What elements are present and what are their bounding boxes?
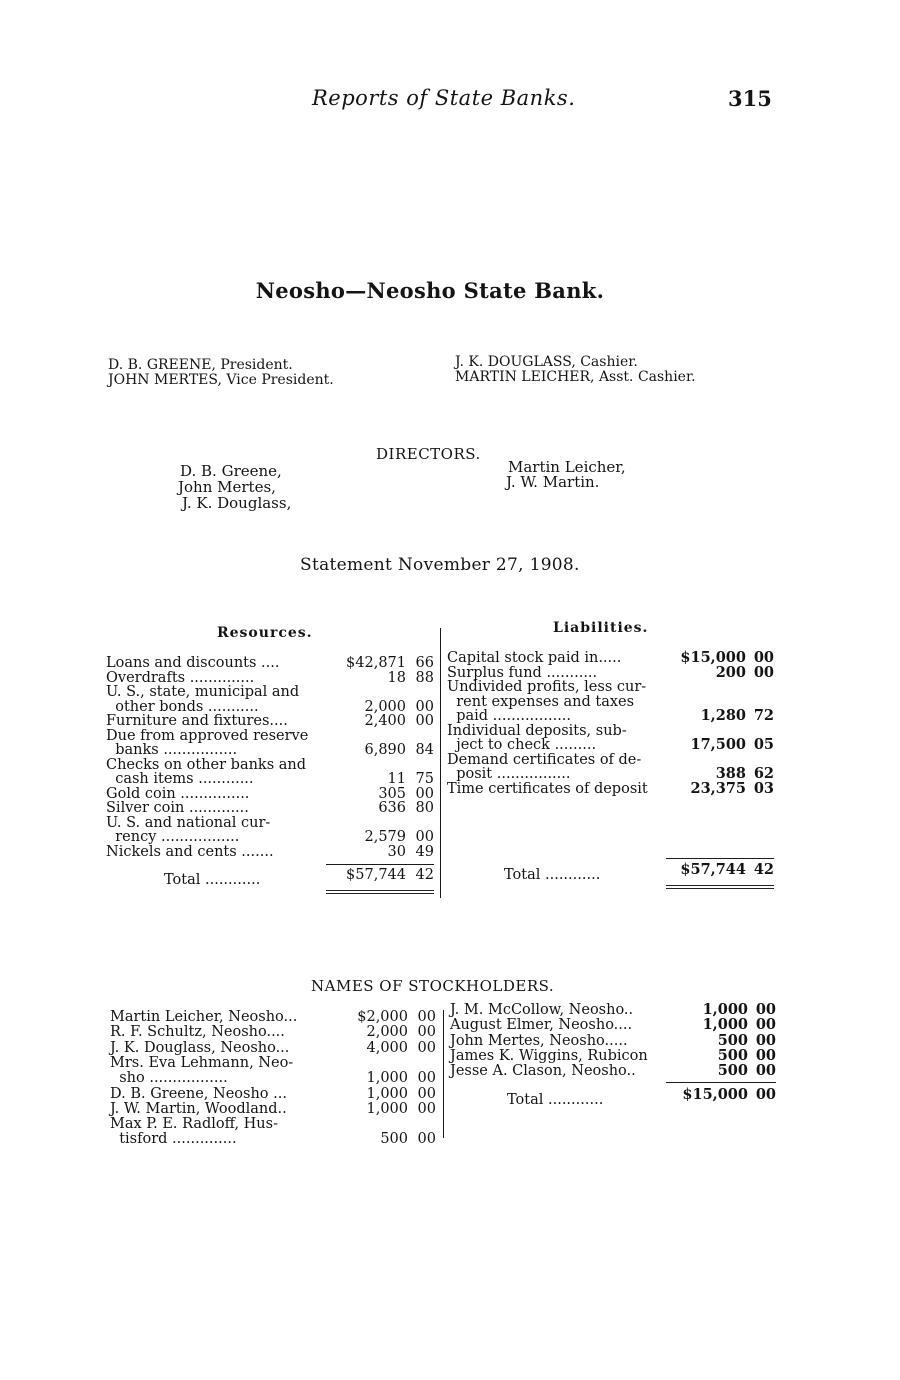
resources-total-amount bbox=[326, 868, 434, 883]
liability-row-label: paid ................. bbox=[447, 708, 572, 724]
double-rule bbox=[326, 890, 434, 894]
director-name: Martin Leicher, bbox=[508, 458, 626, 476]
resource-row-dollars: 18 bbox=[387, 669, 406, 686]
resource-row-label: Loans and discounts .... bbox=[106, 655, 280, 671]
stockholders-total-dollars: $15,000 bbox=[682, 1086, 748, 1103]
liability-row-amount bbox=[666, 738, 774, 753]
resource-row-cents: 66 bbox=[415, 655, 434, 671]
stockholder-row-dollars: 500 bbox=[380, 1131, 408, 1148]
stockholder-row-amount bbox=[330, 1087, 436, 1102]
resource-row-label: rency ................. bbox=[106, 829, 240, 845]
liability-row-label: Capital stock paid in..... bbox=[447, 650, 622, 666]
stockholder-row-dollars: 1,000 bbox=[702, 1001, 748, 1018]
resource-row-cents: 00 bbox=[415, 829, 434, 845]
officer-president: D. B. GREENE, President. bbox=[108, 357, 293, 373]
liability-row-label: Individual deposits, sub- bbox=[447, 722, 627, 739]
liabilities-total-amount bbox=[666, 863, 774, 878]
resources-total-label: Total ............ bbox=[164, 872, 261, 888]
liabilities-heading: Liabilities. bbox=[553, 620, 649, 636]
resource-row-cents: 00 bbox=[415, 713, 434, 729]
liability-row-dollars: 200 bbox=[715, 663, 746, 681]
stockholder-row-label: James K. Wiggins, Rubicon bbox=[450, 1047, 648, 1064]
liability-row-label: Undivided profits, less cur- bbox=[447, 679, 647, 695]
stockholder-row-dollars: 1,000 bbox=[702, 1016, 748, 1034]
liability-row-cents: 62 bbox=[753, 765, 774, 782]
statement-date: Statement November 27, 1908. bbox=[300, 555, 580, 575]
stockholder-row-dollars: 500 bbox=[717, 1046, 748, 1064]
liability-row-dollars: 23,375 bbox=[690, 779, 746, 797]
resource-row-cents: 49 bbox=[415, 843, 434, 860]
stockholder-row-dollars: 500 bbox=[717, 1062, 748, 1080]
stockholder-row-label: John Mertes, Neosho..... bbox=[450, 1032, 628, 1049]
resource-row-dollars: 11 bbox=[387, 771, 406, 787]
column-divider bbox=[440, 628, 441, 898]
stockholder-row-label: J. K. Douglass, Neosho... bbox=[110, 1039, 290, 1056]
liability-row-cents: 72 bbox=[753, 707, 774, 724]
liability-row-amount bbox=[666, 709, 774, 724]
running-title: Reports of State Banks. bbox=[312, 86, 576, 110]
resource-row-label: Overdrafts .............. bbox=[106, 669, 255, 686]
officer-vice-president: JOHN MERTES, Vice President. bbox=[108, 372, 334, 388]
stockholder-row-cents: 00 bbox=[417, 1009, 436, 1025]
double-rule bbox=[666, 885, 774, 889]
stockholder-row-label: tisford .............. bbox=[110, 1131, 237, 1148]
stockholder-row-dollars: 500 bbox=[717, 1031, 748, 1049]
resource-row-cents: 84 bbox=[415, 742, 434, 758]
resource-row-amount bbox=[326, 801, 434, 816]
resource-row-cents: 75 bbox=[415, 771, 434, 787]
stockholder-row-cents: 00 bbox=[417, 1131, 436, 1148]
liability-row-label: Demand certificates of de- bbox=[447, 751, 642, 768]
total-rule bbox=[666, 858, 774, 859]
liability-row-cents: 00 bbox=[753, 649, 774, 666]
resource-row-label: Gold coin ............... bbox=[106, 785, 250, 802]
stockholder-row-cents: 00 bbox=[755, 1046, 776, 1064]
stockholder-row-dollars: 2,000 bbox=[366, 1024, 408, 1041]
stockholder-row-label: Mrs. Eva Lehmann, Neo- bbox=[110, 1054, 294, 1071]
stockholder-row-cents: 00 bbox=[755, 1001, 776, 1018]
stockholder-row-label: R. F. Schultz, Neosho.... bbox=[110, 1024, 285, 1041]
stockholder-row-amount bbox=[666, 1018, 776, 1033]
resource-row-amount bbox=[326, 671, 434, 686]
resource-row-amount bbox=[326, 700, 434, 715]
liability-row-dollars: 1,280 bbox=[700, 707, 746, 724]
resource-row-dollars: 2,579 bbox=[364, 829, 406, 845]
stockholders-total-amount bbox=[666, 1088, 776, 1103]
resource-row-label: U. S. and national cur- bbox=[106, 814, 271, 831]
liabilities-total-dollars: $57,744 bbox=[680, 861, 746, 878]
director-name: John Mertes, bbox=[178, 478, 276, 496]
liabilities-total-cents: 42 bbox=[753, 861, 774, 878]
total-rule bbox=[326, 864, 434, 865]
stockholders-heading: NAMES OF STOCKHOLDERS. bbox=[311, 977, 555, 995]
liability-row-amount bbox=[666, 663, 774, 681]
liability-row-label: posit ................ bbox=[447, 766, 571, 782]
resource-row-dollars: 2,400 bbox=[364, 713, 406, 729]
stockholder-row-label: Max P. E. Radloff, Hus- bbox=[110, 1116, 278, 1133]
bank-title: Neosho—Neosho State Bank. bbox=[255, 278, 605, 303]
resource-row-amount bbox=[326, 714, 434, 729]
column-divider bbox=[443, 1010, 444, 1138]
stockholder-row-amount bbox=[330, 1010, 436, 1025]
stockholder-row-amount bbox=[330, 1132, 436, 1147]
liability-row-label: Surplus fund ........... bbox=[447, 664, 598, 681]
stockholder-row-amount bbox=[666, 1031, 776, 1049]
resource-row-dollars: 6,890 bbox=[364, 742, 406, 758]
resource-row-amount bbox=[326, 743, 434, 758]
directors-heading: DIRECTORS. bbox=[376, 445, 481, 463]
stockholder-row-dollars: $2,000 bbox=[357, 1009, 408, 1025]
stockholder-row-cents: 00 bbox=[755, 1016, 776, 1034]
stockholder-row-label: J. M. McCollow, Neosho.. bbox=[450, 1002, 634, 1018]
liability-row-cents: 00 bbox=[753, 663, 774, 681]
resource-row-amount bbox=[326, 656, 434, 671]
stockholder-row-amount bbox=[330, 1071, 436, 1086]
resource-row-label: Silver coin ............. bbox=[106, 800, 249, 816]
resource-row-label: other bonds ........... bbox=[106, 698, 259, 715]
stockholder-row-amount bbox=[330, 1025, 436, 1040]
stockholder-row-dollars: 1,000 bbox=[366, 1085, 408, 1102]
stockholder-row-cents: 00 bbox=[755, 1031, 776, 1049]
resource-row-cents: 88 bbox=[415, 669, 434, 686]
liability-row-label: rent expenses and taxes bbox=[447, 693, 635, 710]
resources-heading: Resources. bbox=[217, 625, 313, 641]
stockholder-row-dollars: 4,000 bbox=[366, 1039, 408, 1056]
stockholder-row-label: J. W. Martin, Woodland.. bbox=[110, 1100, 287, 1117]
resource-row-amount bbox=[326, 772, 434, 787]
resource-row-label: Nickels and cents ....... bbox=[106, 843, 274, 860]
resource-row-cents: 00 bbox=[415, 785, 434, 802]
page-number: 315 bbox=[728, 86, 772, 111]
director-name: J. W. Martin. bbox=[506, 473, 600, 491]
resource-row-label: U. S., state, municipal and bbox=[106, 684, 300, 700]
stockholder-row-cents: 00 bbox=[417, 1039, 436, 1056]
resource-row-label: Furniture and fixtures.... bbox=[106, 713, 288, 729]
liability-row-label: Time certificates of deposit bbox=[447, 780, 648, 797]
liability-row-dollars: 388 bbox=[715, 765, 746, 782]
liabilities-total-label: Total ............ bbox=[504, 867, 601, 883]
resource-row-dollars: 2,000 bbox=[364, 698, 406, 715]
stockholder-row-label: sho ................. bbox=[110, 1070, 228, 1087]
resource-row-label: cash items ............ bbox=[106, 771, 254, 787]
resource-row-amount bbox=[326, 830, 434, 845]
director-name: J. K. Douglass, bbox=[182, 494, 292, 512]
stockholder-row-cents: 00 bbox=[417, 1085, 436, 1102]
liability-row-dollars: $15,000 bbox=[680, 649, 746, 666]
stockholder-row-cents: 00 bbox=[417, 1070, 436, 1087]
resource-row-amount bbox=[326, 787, 434, 802]
stockholder-row-dollars: 1,000 bbox=[366, 1070, 408, 1087]
resource-row-dollars: 305 bbox=[378, 785, 406, 802]
stockholder-row-amount bbox=[666, 1064, 776, 1079]
officer-asst-cashier: MARTIN LEICHER, Asst. Cashier. bbox=[455, 369, 696, 385]
resource-row-dollars: 636 bbox=[378, 800, 406, 816]
resource-row-cents: 00 bbox=[415, 698, 434, 715]
resources-total-cents: 42 bbox=[415, 867, 434, 883]
stockholder-row-amount bbox=[330, 1041, 436, 1056]
stockholder-row-label: Jesse A. Clason, Neosho.. bbox=[450, 1063, 636, 1080]
resource-row-label: banks ................ bbox=[106, 742, 238, 758]
resource-row-amount bbox=[326, 845, 434, 860]
total-rule bbox=[666, 1082, 776, 1083]
liability-row-cents: 03 bbox=[753, 779, 774, 797]
stockholder-row-label: D. B. Greene, Neosho ... bbox=[110, 1085, 287, 1102]
liability-row-amount bbox=[666, 779, 774, 797]
resource-row-label: Checks on other banks and bbox=[106, 756, 307, 773]
stockholder-row-cents: 00 bbox=[755, 1062, 776, 1080]
liability-row-label: ject to check ......... bbox=[447, 737, 597, 753]
stockholder-row-cents: 00 bbox=[417, 1024, 436, 1041]
resource-row-label: Due from approved reserve bbox=[106, 727, 309, 744]
liability-row-cents: 05 bbox=[753, 736, 774, 753]
stockholder-row-dollars: 1,000 bbox=[366, 1100, 408, 1117]
officer-cashier: J. K. DOUGLASS, Cashier. bbox=[455, 354, 638, 370]
resource-row-dollars: 30 bbox=[387, 843, 406, 860]
stockholders-total-label: Total ............ bbox=[507, 1092, 604, 1108]
stockholder-row-label: August Elmer, Neosho.... bbox=[450, 1017, 633, 1034]
stockholder-row-label: Martin Leicher, Neosho... bbox=[110, 1009, 298, 1025]
resource-row-cents: 80 bbox=[415, 800, 434, 816]
director-name: D. B. Greene, bbox=[180, 462, 282, 480]
stockholder-row-amount bbox=[330, 1102, 436, 1117]
stockholder-row-cents: 00 bbox=[417, 1100, 436, 1117]
resource-row-dollars: $42,871 bbox=[346, 655, 406, 671]
stockholders-total-cents: 00 bbox=[755, 1086, 776, 1103]
resources-total-dollars: $57,744 bbox=[346, 867, 406, 883]
liability-row-dollars: 17,500 bbox=[690, 736, 746, 753]
